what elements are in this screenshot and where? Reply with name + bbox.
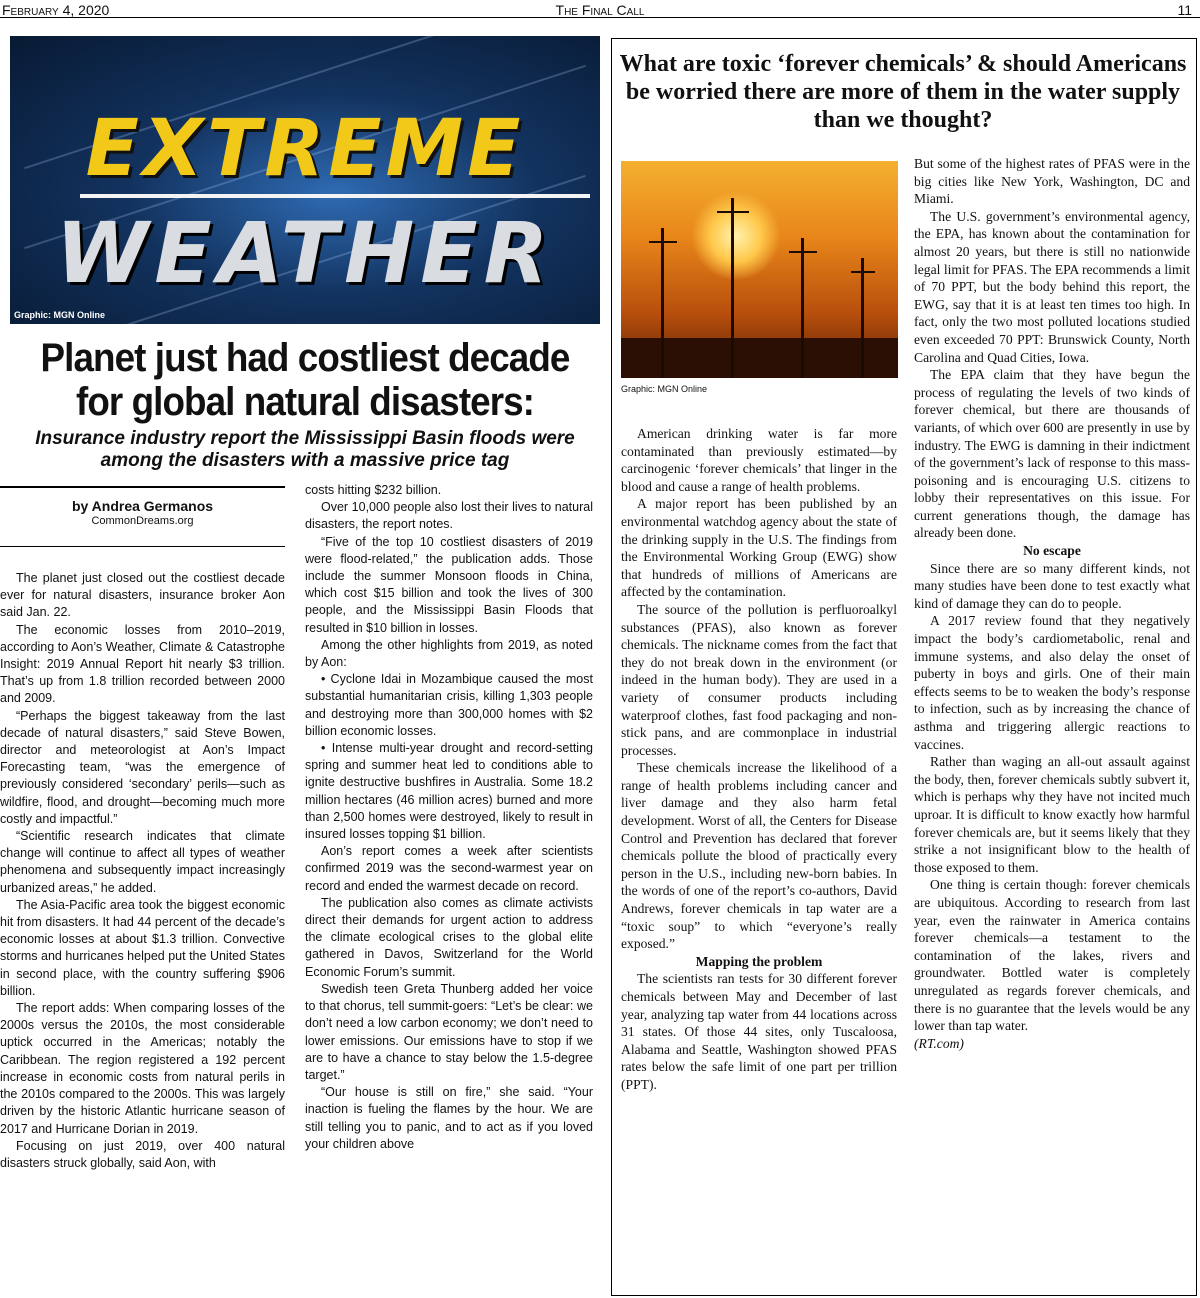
power-lines-photo bbox=[621, 161, 898, 378]
sidebar-article-title: What are toxic ‘forever chemicals’ & should Americans be worried there are more of them in the water supply than we thought? bbox=[619, 51, 1187, 133]
pylon-icon bbox=[731, 198, 734, 378]
paragraph: • Cyclone Idai in Mozambique caused the most substantial humanitarian crisis, killing 1,303 people and destroying more than 300,000 homes with $2 billion economic losses. bbox=[305, 672, 593, 738]
paragraph: “Perhaps the biggest takeaway from the last decade of natural disasters,” said Steve Bowen, director and meteorologist at Aon’s Impact Forecasting team, “was the emergence of previously considered ‘secondary’ perils—such as wildfire, flood, and drought—becoming much more costly and impactful.” bbox=[0, 708, 285, 826]
paragraph: The scientists ran tests for 30 different forever chemicals between May and December of last year, analyzing tap water from 44 locations across 31 states. Of those 44 sites, only Tuscaloosa, Alabama and Seattle, Washington showed PFAS rates below the safe limit of one part per trillion (PPT). bbox=[621, 971, 897, 1092]
article1-column2 bbox=[305, 482, 593, 1298]
pylon-icon bbox=[861, 258, 864, 378]
paragraph: The planet just closed out the costliest decade ever for natural disasters, insurance broker Aon said Jan. 22. bbox=[0, 571, 285, 620]
paragraph: Swedish teen Greta Thunberg added her voice to that chorus, tell summit-goers: “Let’s be clear: we don’t need a low carbon economy; we don’t need to lower emissions. Our emissions have to stop if we are to have a chance to stay below the 1.5-degree target.” bbox=[305, 981, 593, 1082]
header-rule bbox=[0, 17, 1200, 18]
subhead-mapping: Mapping the problem bbox=[695, 953, 823, 969]
paragraph: • Intense multi-year drought and record-setting spring and summer heat led to conditions able to ignite destructive bushfires in Australia. Some 18.2 million hectares (46 million acres) burned and more than 2,500 homes were destroyed, likely to result in insured losses topping $1 billion. bbox=[305, 741, 593, 842]
paragraph: One thing is certain though: forever chemicals are ubiquitous. According to research from last year, even the rainwater in America contains forever chemicals—a testament to the contamination of the lakes, rivers and groundwater. Bottled water is completely unregulated as regards forever chemicals, and there is no guarantee that the levels would be any lower than tap water. bbox=[914, 877, 1190, 1034]
article1-column1 bbox=[0, 570, 285, 1298]
pylon-arm bbox=[851, 271, 875, 273]
paragraph: Since there are so many different kinds, not many studies have been done to test exactly what kind of damage they can do to people. bbox=[914, 560, 1190, 611]
article-source: (RT.com) bbox=[914, 1035, 964, 1051]
photo-credit: Graphic: MGN Online bbox=[621, 384, 708, 394]
extreme-weather-graphic bbox=[10, 36, 600, 324]
pylon-icon bbox=[661, 228, 664, 378]
issue-date: February 4, 2020 bbox=[2, 2, 110, 18]
paragraph: These chemicals increase the likelihood of a range of health problems including cancer and liver damage and they also harm fetal development. Worst of all, the Centers for Disease Control and Prevention has declared that forever chemicals pollute the blood of practically every person in the U.S., including new-born babies. In the words of one of the report’s co-authors, David Andrews, forever chemicals in tap water are a “toxic soup” to which “everyone’s really exposed.” bbox=[621, 760, 897, 952]
paragraph: A 2017 review found that they negatively impact the body’s cardiometabolic, renal and immune systems, and also delay the onset of puberty in boys and girls. One of their main effects seems to be to weaken the body’s response to infection, such as by increasing the chance of asthma and triggering allergic reactions to vaccines. bbox=[914, 613, 1190, 752]
byline-source: CommonDreams.org bbox=[91, 515, 194, 527]
paragraph: The economic losses from 2010–2019, according to Aon’s Weather, Climate & Catastrophe Insight: 2019 Annual Report hit nearly $3 trillion. That’s up from 1.8 trillion recorded between 2000 and 2009. bbox=[0, 622, 285, 706]
paragraph: costs hitting $232 billion. bbox=[305, 483, 442, 497]
graphic-title-line2: WEATHER bbox=[55, 204, 555, 302]
paragraph: The publication also comes as climate activists direct their demands for urgent action to address the climate ecological crises to the global elite gathered in Davos, Switzerland for the World Economic Forum’s summit. bbox=[305, 895, 593, 979]
page-number: 11 bbox=[1177, 2, 1192, 18]
sun-glow bbox=[691, 191, 781, 281]
byline-top-rule bbox=[0, 486, 285, 488]
paragraph: “Scientific research indicates that climate change will continue to affect all types of weather phenomena and subsequently impact increasingly urbanized areas,” he added. bbox=[0, 829, 285, 895]
subhead-no-escape: No escape bbox=[1023, 543, 1081, 559]
graphic-title-line1: EXTREME bbox=[85, 104, 525, 194]
graphic-divider bbox=[80, 194, 590, 198]
paragraph: Rather than waging an all-out assault against the body, then, forever chemicals subtly subvert it, which is perhaps why they have not incited much uproar. It is difficult to know exactly how harmful forever chemicals are, but it seems likely that they strike a not insignificant blow to the health of those exposed to them. bbox=[914, 754, 1190, 875]
paragraph: A major report has been published by an environmental watchdog agency about the state of the drinking supply in the U.S. The findings from the Environmental Working Group (EWG) show that hundreds of millions of Americans are affected by the contamination. bbox=[621, 496, 897, 600]
paragraph: The report adds: When comparing losses of the 2000s versus the 2010s, the most considerable uptick occurred in the Americas; notably the Caribbean. The region registered a 192 percent increase in economic costs from natural perils in the 2010s compared to the 2000s. This was largely driven by the historic Atlantic hurricane season of 2017 and Hurricane Dorian in 2019. bbox=[0, 1001, 285, 1136]
pylon-icon bbox=[801, 238, 804, 378]
byline-author: by Andrea Germanos bbox=[71, 498, 214, 514]
paragraph: Over 10,000 people also lost their lives to natural disasters, the report notes. bbox=[305, 500, 593, 532]
article2-column2 bbox=[914, 155, 1190, 1287]
paragraph: The EPA claim that they have begun the process of regulating the levels of two kinds of forever chemical, but there are thousands of variants, of which over 600 are presently in use by industry. The EWG is damning in their indictment of the government’s lack of response to this mass-poisoning and is encouraging U.S. citizens to lobby their representatives on this issue. For current generations though, the damage has already been done. bbox=[914, 367, 1190, 541]
pylon-arm bbox=[649, 241, 677, 243]
paragraph: “Five of the top 10 costliest disasters of 2019 were flood-related,” the publication adds. Those include the summer Monsoon floods in China, which cost $15 billion and took the lives of 300 people, and the Mississippi Basin Floods that resulted in $10 billion in losses. bbox=[305, 534, 593, 635]
graphic-credit: Graphic: MGN Online bbox=[14, 310, 106, 320]
byline-bottom-rule bbox=[0, 546, 285, 547]
publication-name: The Final Call bbox=[555, 2, 645, 18]
source-line bbox=[914, 1035, 1190, 1053]
paragraph: The U.S. government’s environmental agency, the EPA, has known about the contamination for almost 20 years, but there is still no nationwide legal limit for PFAS. The EPA recommends a limit of 70 PPT, but the body behind this report, the EWG, say that it is at least ten times too high. In fact, only the two most polluted locations studied even exceeded 70 PPT: Brunswick County, North Carolina and Quad Cities, Iowa. bbox=[914, 208, 1190, 365]
article2-column1 bbox=[621, 425, 897, 1287]
pylon-arm bbox=[717, 211, 749, 213]
paragraph: The source of the pollution is perfluoroalkyl substances (PFAS), also known as forever chemicals. The nickname comes from the fact that they do not break down in the environment (or indeed in the human body). They are used in a variety of consumer products including waterproof clothes, fast food packaging and non-stick pans, and are commonplace in industrial processes. bbox=[621, 601, 897, 758]
paragraph: But some of the highest rates of PFAS were in the big cities like New York, Washington, DC and Miami. bbox=[914, 156, 1190, 207]
article-deck: Insurance industry report the Mississippi Basin floods were among the disasters with a massive price tag bbox=[35, 428, 575, 471]
article-headline: Planet just had costliest decade for global natural disasters: bbox=[40, 336, 570, 424]
paragraph: Aon’s report comes a week after scientists confirmed 2019 was the second-warmest year on record and ended the warmest decade on record. bbox=[305, 844, 593, 893]
paragraph: Focusing on just 2019, over 400 natural disasters struck globally, said Aon, with bbox=[0, 1138, 285, 1170]
paragraph: Among the other highlights from 2019, as noted by Aon: bbox=[305, 637, 593, 670]
paragraph: “Our house is still on fire,” she said. “Your inaction is fueling the flames by the hour. We are still telling you to panic, and to act as if you loved your children above bbox=[305, 1085, 593, 1151]
paragraph: American drinking water is far more contaminated than previously estimated—by carcinogenic ‘forever chemicals’ that linger in the blood and cause a range of health problems. bbox=[621, 426, 897, 494]
pylon-arm bbox=[789, 251, 817, 253]
paragraph: The Asia-Pacific area took the biggest economic hit from disasters. It had 44 percent of the decade’s economic losses at about $1.3 trillion. Convective storms and hurricanes helped put the United States in second place, with the country suffering $906 billion. bbox=[0, 897, 285, 998]
